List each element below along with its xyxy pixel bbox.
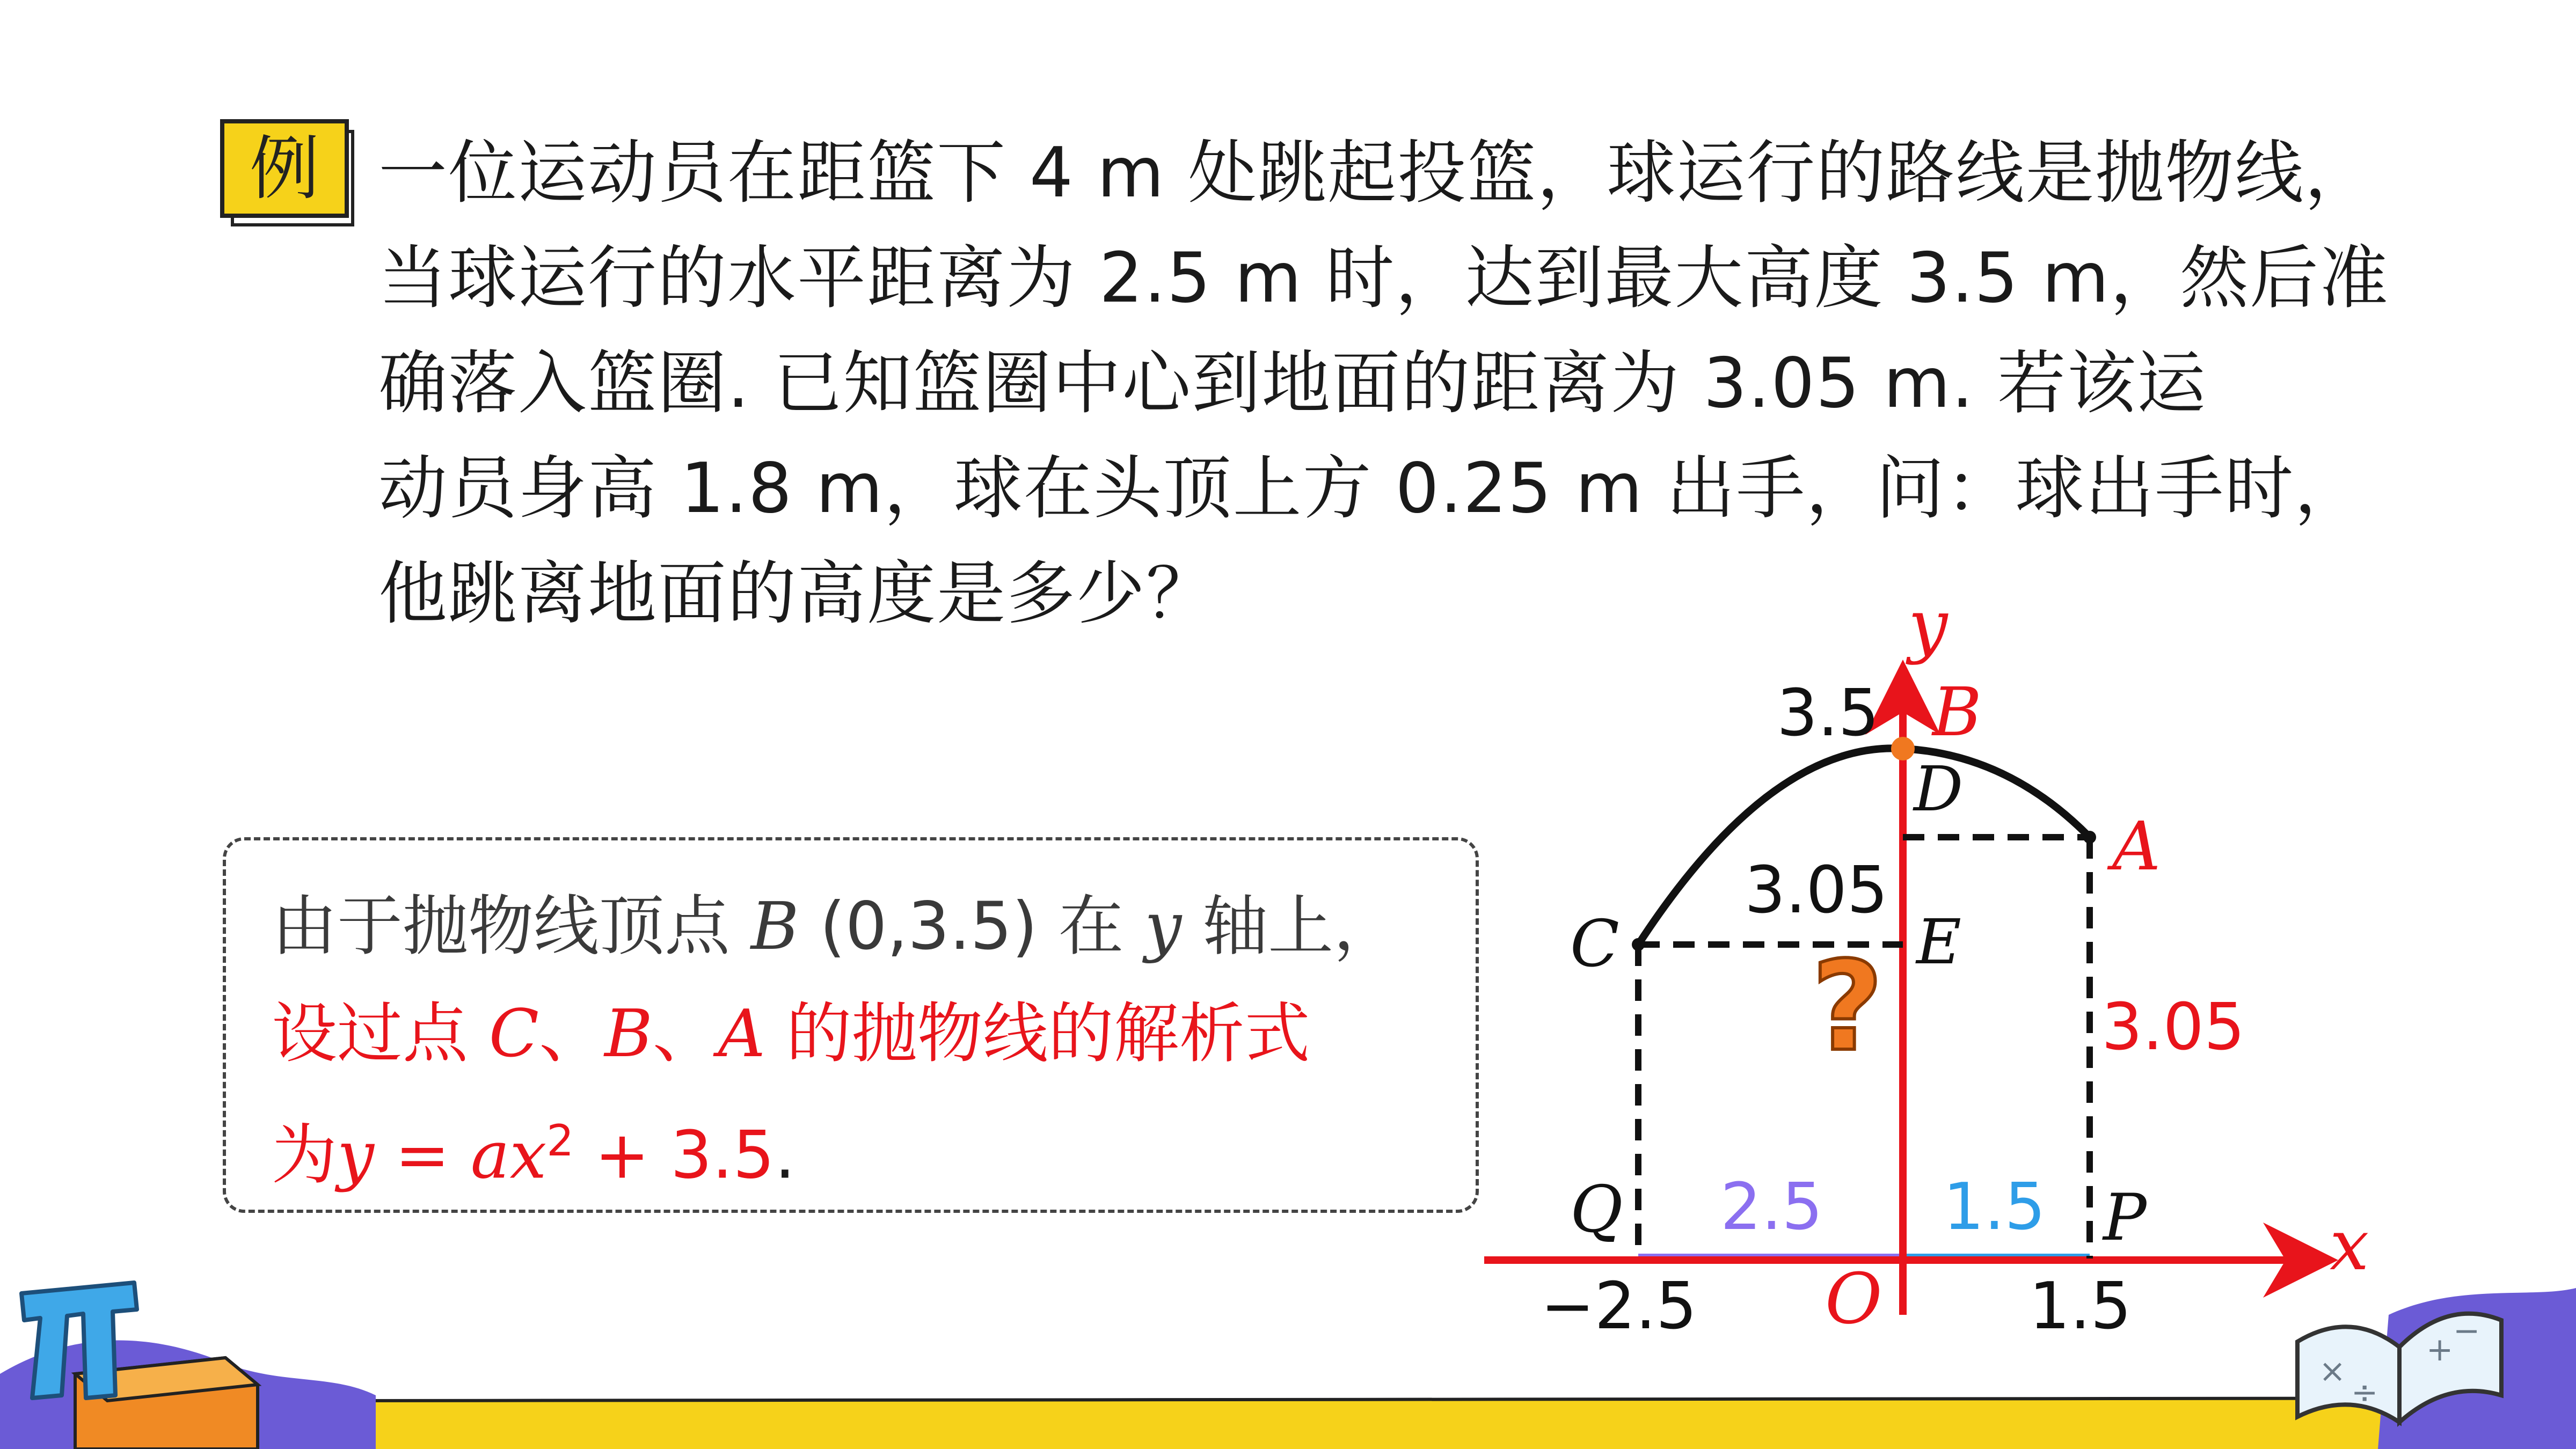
example-badge-label: 例	[249, 128, 319, 209]
ap-height-label: 3.05	[2101, 990, 2245, 1065]
svg-text:−: −	[2453, 1312, 2480, 1350]
point-d-label: D	[1914, 753, 1964, 825]
tick-right-label: 1.5	[2029, 1269, 2132, 1344]
point-c-dot	[1632, 938, 1645, 951]
top-value-label: 3.5	[1777, 676, 1879, 751]
point-a-label: A	[2112, 808, 2161, 885]
problem-line: 他跳离地面的高度是多少？	[378, 554, 1216, 634]
y-axis-label: y	[1908, 584, 1948, 666]
svg-text:×: ×	[2319, 1352, 2346, 1390]
vertex-b-dot	[1891, 737, 1915, 760]
q-segment-label: 2.5	[1720, 1170, 1823, 1245]
bottom-decoration	[0, 1250, 2576, 1449]
origin-label: O	[1825, 1258, 1882, 1340]
svg-text:÷: ÷	[2351, 1374, 2378, 1411]
pi-icon	[11, 1272, 150, 1411]
open-book-icon	[2287, 1267, 2512, 1428]
point-p-label: P	[2103, 1181, 2147, 1255]
problem-line: 动员身高 1.8 m，球在头顶上方 0.25 m 出手，问：球出手时，	[378, 449, 2365, 529]
point-q-label: Q	[1570, 1173, 1623, 1247]
de-height-label: 3.05	[1745, 853, 1888, 928]
point-e-label: E	[1916, 906, 1961, 978]
x-axis-label: x	[2330, 1204, 2369, 1286]
svg-text:+: +	[2426, 1331, 2454, 1368]
question-mark-icon	[1812, 935, 1883, 1079]
problem-line: 当球运行的水平距离为 2.5 m 时，达到最大高度 3.5 m，然后准	[378, 238, 2389, 318]
problem-line: 一位运动员在距篮下 4 m 处跳起投篮，球运行的路线是抛物线，	[378, 133, 2375, 213]
svg-text:?: ?	[1812, 935, 1884, 1079]
note-line-3: 为$y = ax^2 + 3.5$.	[272, 1116, 796, 1194]
point-c-label: C	[1570, 907, 1619, 982]
problem-line: 确落入篮圈. 已知篮圈中心到地面的距离为 3.05 m. 若该运	[378, 343, 2207, 423]
note-line-1: 由于抛物线顶点 B (0,3.5) 在 y 轴上，	[272, 888, 1399, 964]
point-b-label: B	[1932, 674, 1982, 751]
point-a-dot	[2083, 831, 2096, 844]
note-line-2: 设过点 C、B、A 的抛物线的解析式	[272, 996, 1310, 1072]
yellow-floor-stripe	[301, 1398, 2576, 1449]
p-segment-label: 1.5	[1943, 1170, 2046, 1245]
tick-left-label: −2.5	[1541, 1269, 1697, 1344]
